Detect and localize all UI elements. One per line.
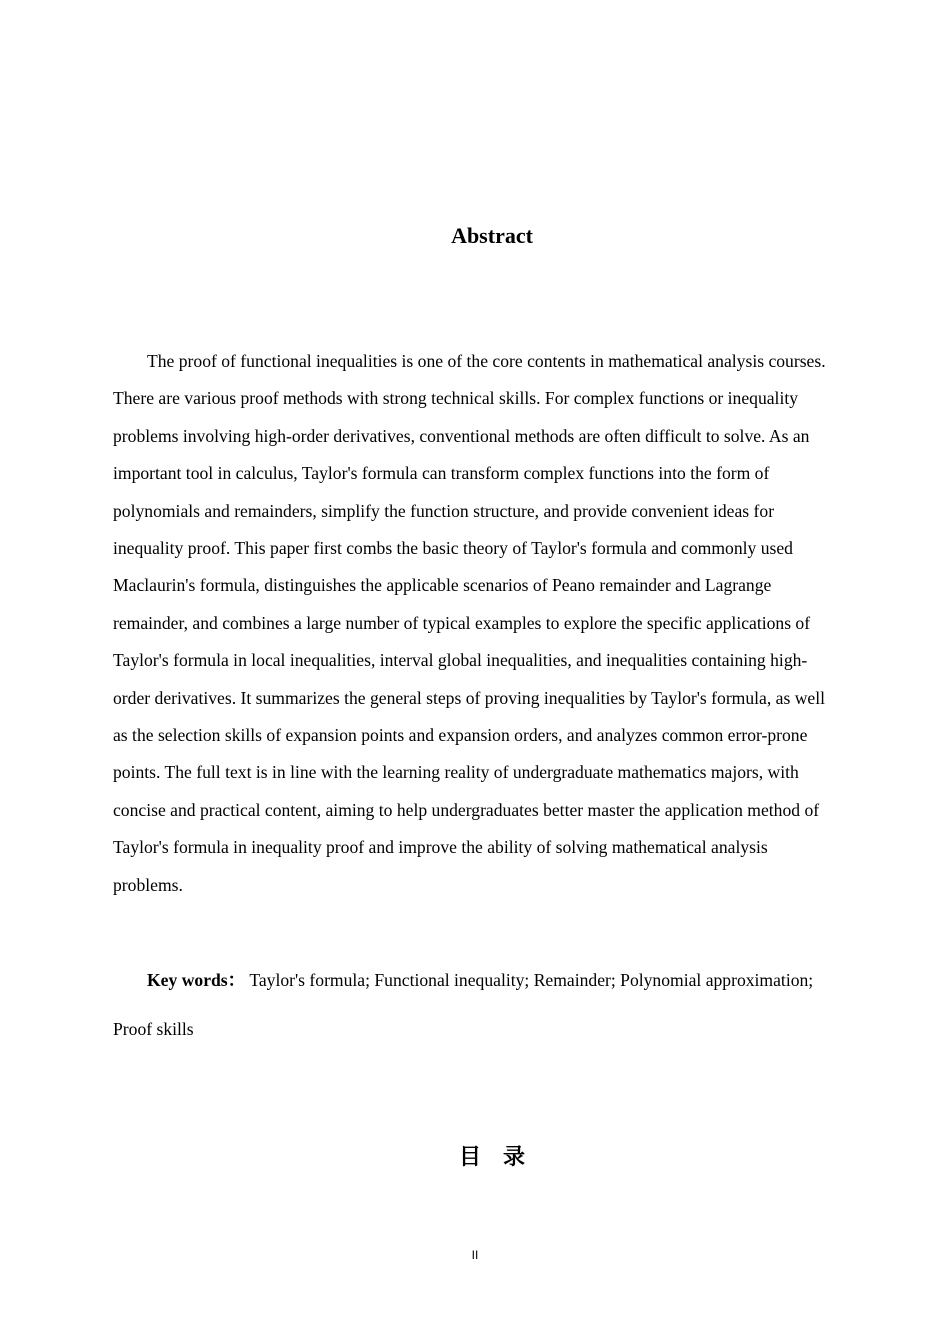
- toc-title: 目录: [458, 1145, 547, 1170]
- abstract-body: The proof of functional inequalities is one of the core contents in mathematical analysis courses. There are various proof methods with strong technical skills. For complex functions or inequality problems involving high-order derivatives, conventional methods are often difficult to solve. As an important tool in calculus, Taylor's formula can transform complex functions into the form of polynomials and remainders, simplify the function structure, and provide convenient ideas for inequality proof. This paper first combs the basic theory of Taylor's formula and commonly used Maclaurin's formula, distinguishes the applicable scenarios of Peano remainder and Lagrange remainder, and combines a large number of typical examples to explore the specific applications of Taylor's formula in local inequalities, interval global inequalities, and inequalities containing high-order derivatives. It summarizes the general steps of proving inequalities by Taylor's formula, as well as the selection skills of expansion points and expansion orders, and analyzes common error-prone points. The full text is in line with the learning reality of undergraduate mathematics majors, with concise and practical content, aiming to help undergraduates better master the application method of Taylor's formula in inequality proof and improve the ability of solving mathematical analysis problems.: [113, 351, 826, 895]
- page-number: II: [471, 1248, 479, 1262]
- keywords-text: Taylor's formula; Functional inequality; Remainder; Polynomial approximation; Proof skills: [113, 970, 814, 1039]
- abstract-title: Abstract: [451, 223, 533, 248]
- keywords-label: Key words：: [147, 970, 246, 990]
- keywords-paragraph: [113, 956, 841, 1054]
